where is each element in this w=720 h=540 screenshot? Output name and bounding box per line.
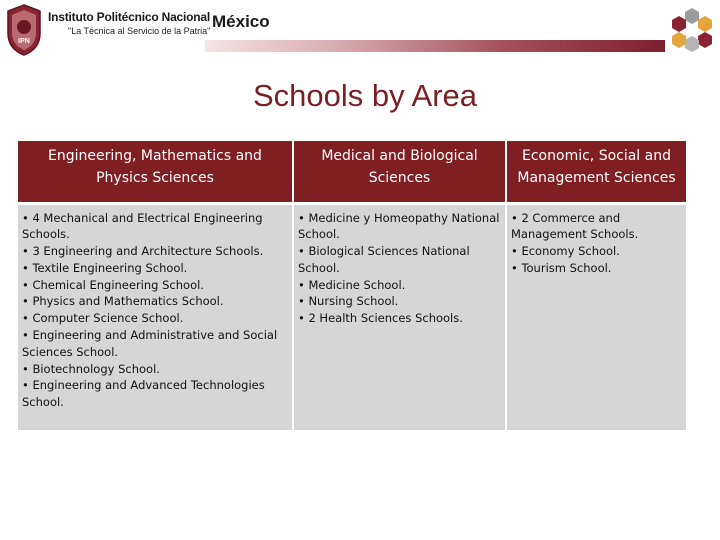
table-cell-medical bbox=[293, 203, 506, 430]
list-item: • Medicine y Homeopathy National School. bbox=[298, 210, 501, 244]
institution-motto: "La Técnica al Servicio de la Patria" bbox=[68, 26, 211, 36]
list-item: • Textile Engineering School. bbox=[22, 260, 288, 277]
list-item: • Engineering and Administrative and Social Sciences School. bbox=[22, 327, 288, 361]
list-item: • Physics and Mathematics School. bbox=[22, 293, 288, 310]
list-item: • 3 Engineering and Architecture Schools. bbox=[22, 243, 288, 260]
schools-by-area-table bbox=[18, 141, 686, 430]
list-item: • 2 Commerce and Management Schools. bbox=[511, 210, 682, 244]
list-item: • Engineering and Advanced Technologies School. bbox=[22, 377, 288, 411]
ipn-seal-logo bbox=[4, 3, 44, 57]
column-header: Engineering, Mathematics and Physics Sciences bbox=[18, 141, 293, 203]
seal-letters: IPN bbox=[18, 38, 30, 45]
column-header: Medical and Biological Sciences bbox=[293, 141, 506, 203]
list-item: • Economy School. bbox=[511, 243, 682, 260]
table-row bbox=[18, 203, 686, 430]
list-item: • Biotechnology School. bbox=[22, 361, 288, 378]
list-item: • 2 Health Sciences Schools. bbox=[298, 310, 501, 327]
list-item: • Computer Science School. bbox=[22, 310, 288, 327]
table-cell-economic bbox=[506, 203, 686, 430]
header-gradient-bar bbox=[205, 40, 665, 52]
list-item: • Medicine School. bbox=[298, 277, 501, 294]
list-item: • 4 Mechanical and Electrical Engineering Schools. bbox=[22, 210, 288, 244]
school-list bbox=[298, 210, 501, 328]
list-item: • Tourism School. bbox=[511, 260, 682, 277]
table-header-row bbox=[18, 141, 686, 203]
list-item: • Biological Sciences National School. bbox=[298, 243, 501, 277]
column-header: Economic, Social and Management Sciences bbox=[506, 141, 686, 203]
country-name: México bbox=[212, 12, 270, 31]
list-item: • Nursing School. bbox=[298, 293, 501, 310]
institution-name: Instituto Politécnico Nacional bbox=[48, 10, 211, 24]
school-list bbox=[22, 210, 288, 412]
header bbox=[0, 0, 720, 60]
list-item: • Chemical Engineering School. bbox=[22, 277, 288, 294]
page-title: Schools by Area bbox=[252, 78, 478, 113]
hexagon-cluster-logo bbox=[667, 6, 717, 52]
school-list bbox=[511, 210, 682, 277]
table-cell-engineering bbox=[18, 203, 293, 430]
